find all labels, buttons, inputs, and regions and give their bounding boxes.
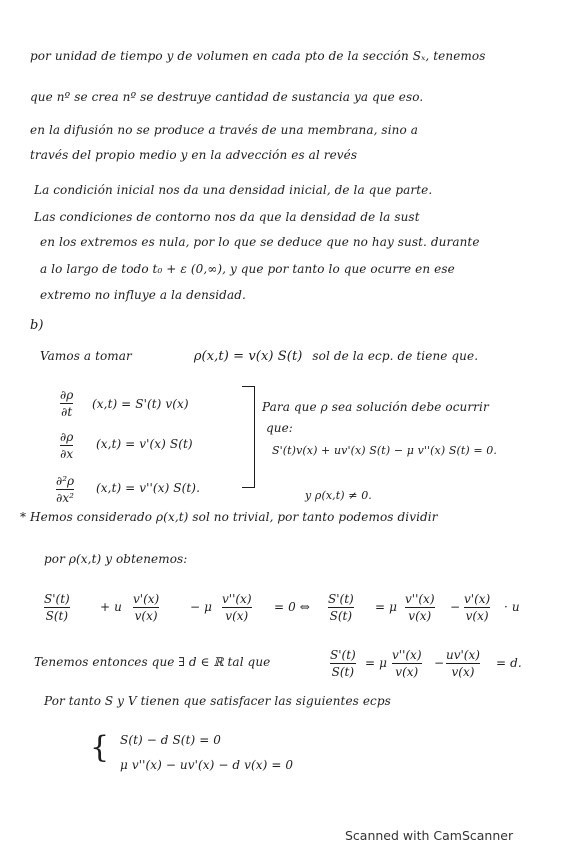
frac-num: S'(t) xyxy=(44,592,70,606)
frac-den: S(t) xyxy=(45,609,69,623)
text-line: La condición inicial nos da una densidad inicial, de la que parte. xyxy=(34,183,433,197)
intro-formula: ρ(x,t) = v(x) S(t) xyxy=(193,349,303,364)
text-line: que nº se crea nº se destruye cantidad de sustancia ya que eso. xyxy=(30,90,424,104)
frac-num: v''(x) xyxy=(392,648,422,662)
frac-num: ∂ρ xyxy=(60,388,74,402)
text-line: * Hemos considerado ρ(x,t) sol no trivial, por tanto podemos dividir xyxy=(20,510,438,524)
eq2-frac xyxy=(44,592,70,623)
frac-den: ∂x² xyxy=(56,491,74,505)
eq3-op: − xyxy=(434,656,445,670)
eq2-op: − μ xyxy=(190,600,212,614)
eq3-frac xyxy=(330,648,356,679)
frac-bar xyxy=(330,663,356,664)
eq2-frac xyxy=(405,592,435,623)
frac-bar xyxy=(392,663,422,664)
text-line: través del propio medio y en la advección es al revés xyxy=(30,148,358,162)
eq3-frac xyxy=(392,648,422,679)
frac-bar xyxy=(405,607,435,608)
frac-num: v''(x) xyxy=(222,592,252,606)
frac-bar xyxy=(60,403,73,404)
frac-den: ∂t xyxy=(61,405,73,419)
text-line: por unidad de tiempo y de volumen en cada pto de la sección Sₓ, tenemos xyxy=(30,49,486,63)
frac-bar xyxy=(446,663,480,664)
side-note: Para que ρ sea solución debe ocurrir xyxy=(262,400,489,414)
side-equation: S'(t)v(x) + uv'(x) S(t) − μ v''(x) S(t) = 0. xyxy=(272,444,497,457)
eq2-op: + u xyxy=(100,600,122,614)
scanner-watermark: Scanned with CamScanner xyxy=(345,828,514,843)
eq3-op: = μ xyxy=(365,656,387,670)
frac-num: ∂²ρ xyxy=(56,474,75,488)
eq2-frac xyxy=(133,592,159,623)
frac-den: v(x) xyxy=(451,665,475,679)
frac-den: v(x) xyxy=(225,609,249,623)
eq2-frac xyxy=(464,592,490,623)
frac-num: v'(x) xyxy=(133,592,160,606)
text-line: en la difusión no se produce a través de una membrana, sino a xyxy=(30,123,418,137)
eq2-op: = 0 ⇔ xyxy=(274,600,310,614)
frac-bar xyxy=(60,445,73,446)
text-line: en los extremos es nula, por lo que se deduce que no hay sust. durante xyxy=(40,235,480,249)
eq2-op: = μ xyxy=(375,600,397,614)
text-line: Por tanto S y V tienen que satisfacer las siguientes ecps xyxy=(44,694,391,708)
frac-den: v(x) xyxy=(395,665,419,679)
frac-den: S(t) xyxy=(329,609,353,623)
frac-bar xyxy=(44,607,70,608)
frac-num: ∂ρ xyxy=(60,430,74,444)
eq3-text: Tenemos entonces que ∃ d ∈ ℝ tal que xyxy=(34,655,271,669)
eq2-frac xyxy=(222,592,252,623)
eq2-op: − xyxy=(450,600,461,614)
left-brace: { xyxy=(90,730,110,765)
frac-bar xyxy=(464,607,490,608)
eq3-frac xyxy=(446,648,480,679)
text-line: Las condiciones de contorno nos da que la densidad de la sust xyxy=(34,210,420,224)
deriv-rhs: (x,t) = v''(x) S(t). xyxy=(96,481,200,495)
frac-den: ∂x xyxy=(60,447,74,461)
deriv-rhs: (x,t) = v'(x) S(t) xyxy=(96,437,193,451)
system-eq: S(t) − d S(t) = 0 xyxy=(120,733,222,747)
deriv-frac xyxy=(60,430,73,461)
section-label: b) xyxy=(30,318,44,333)
right-bracket xyxy=(242,386,255,488)
frac-den: v(x) xyxy=(134,609,158,623)
frac-num: v'(x) xyxy=(464,592,491,606)
frac-bar xyxy=(222,607,252,608)
text-line: extremo no influye a la densidad. xyxy=(40,288,246,302)
frac-den: v(x) xyxy=(465,609,489,623)
frac-num: uv'(x) xyxy=(446,648,480,662)
eq2-frac xyxy=(328,592,354,623)
eq2-op: · u xyxy=(504,600,520,614)
eq3-op: = d. xyxy=(496,656,522,670)
intro-end: sol de la ecp. de tiene que. xyxy=(312,349,479,363)
text-line xyxy=(40,349,478,364)
frac-bar xyxy=(133,607,159,608)
text-line: por ρ(x,t) y obtenemos: xyxy=(44,552,188,566)
deriv-frac xyxy=(56,474,74,505)
frac-num: v''(x) xyxy=(405,592,435,606)
side-note: que: xyxy=(266,421,293,435)
frac-bar xyxy=(328,607,354,608)
frac-num: S'(t) xyxy=(330,648,356,662)
frac-num: S'(t) xyxy=(328,592,354,606)
frac-den: v(x) xyxy=(408,609,432,623)
star-note: y ρ(x,t) ≠ 0. xyxy=(305,489,372,502)
frac-bar xyxy=(56,489,74,490)
deriv-rhs: (x,t) = S'(t) v(x) xyxy=(92,397,189,411)
system-eq: μ v''(x) − uv'(x) − d v(x) = 0 xyxy=(120,758,294,772)
deriv-frac xyxy=(60,388,73,419)
intro-text: Vamos a tomar xyxy=(40,349,132,363)
text-line: a lo largo de todo t₀ + ε (0,∞), y que por tanto lo que ocurre en ese xyxy=(40,262,455,276)
frac-den: S(t) xyxy=(331,665,355,679)
